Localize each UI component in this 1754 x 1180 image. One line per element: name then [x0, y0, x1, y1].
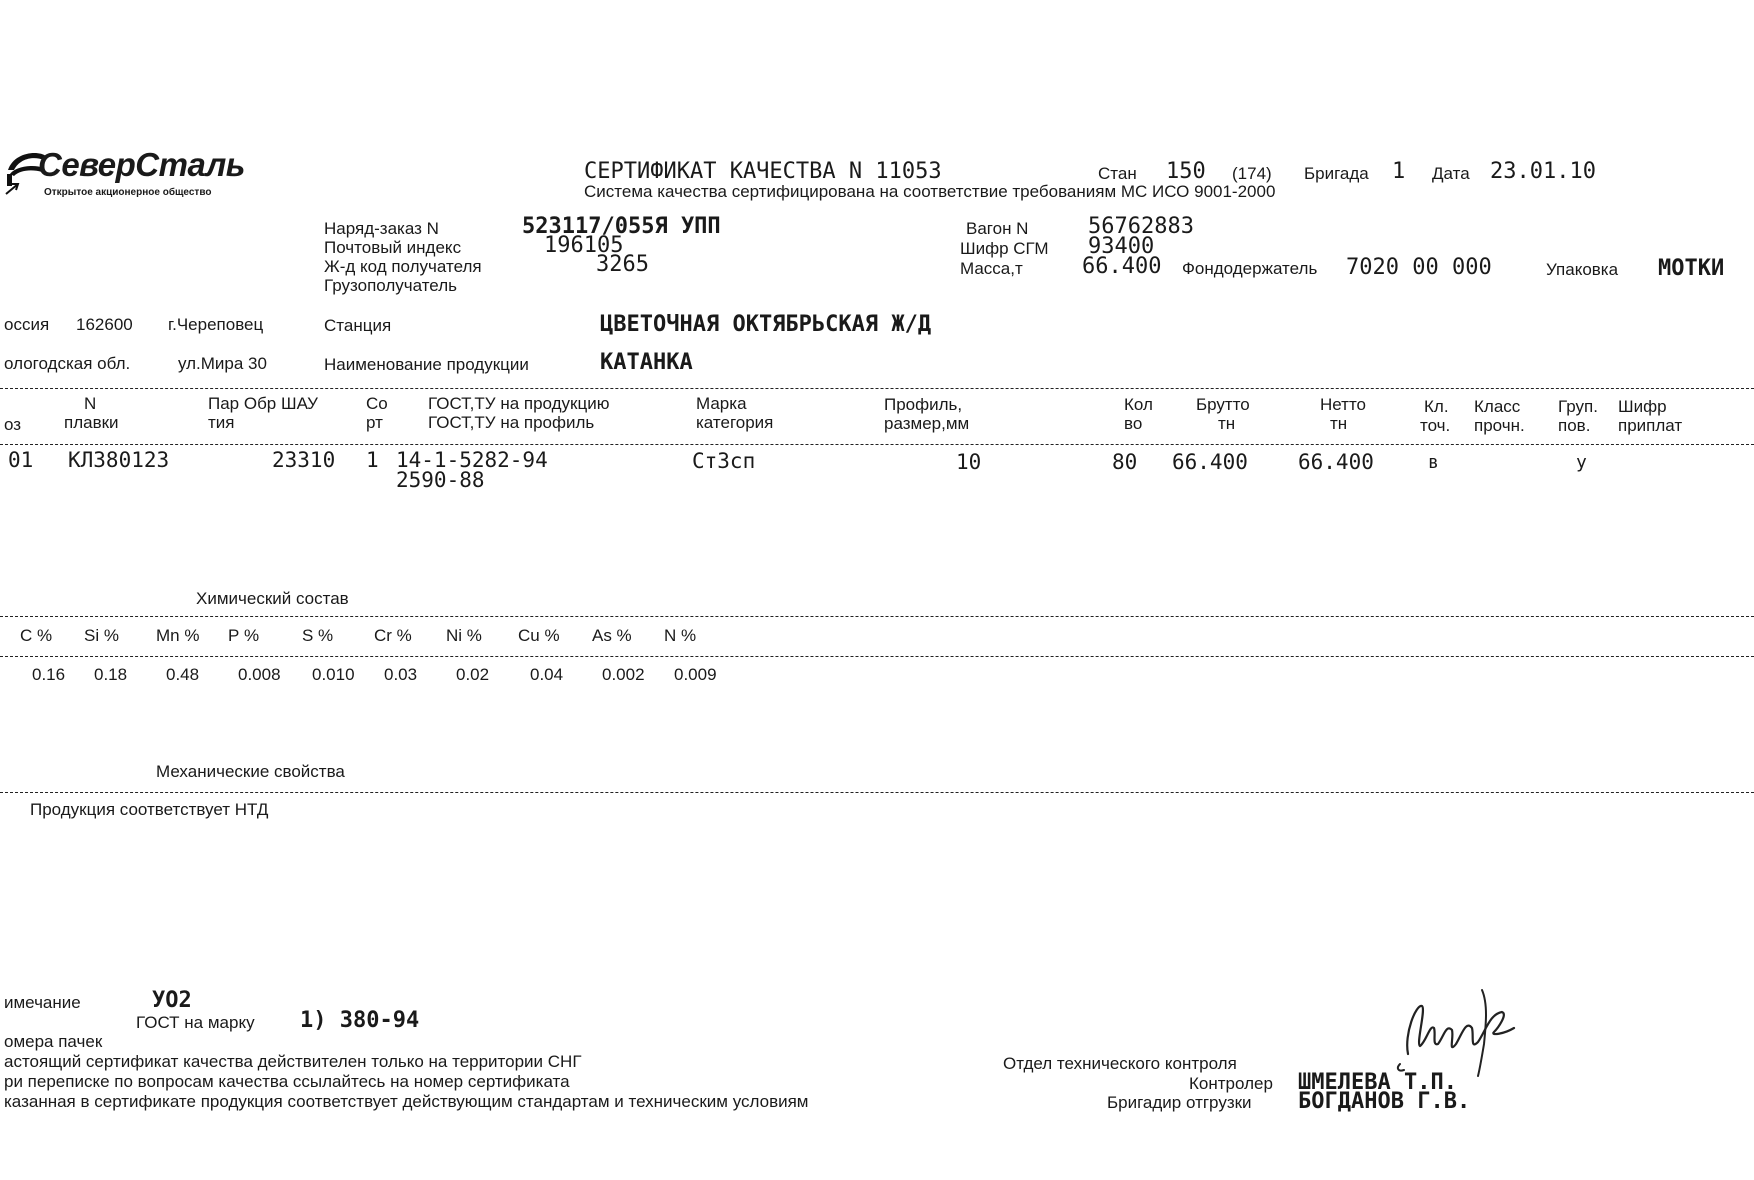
- mechanics-rule: [0, 792, 1754, 793]
- col-mark-bottom: категория: [696, 413, 774, 432]
- row-qty: 80: [1112, 450, 1138, 474]
- chem-header: Cr %: [374, 626, 412, 645]
- col-mark-top: Марка: [696, 394, 747, 413]
- footer-line-1: астоящий сертификат качества действителен только на территории СНГ: [4, 1052, 582, 1071]
- index-label: Почтовый индекс: [324, 238, 462, 257]
- gost-mark-value: 1) 380-94: [300, 1008, 420, 1033]
- pack-value: МОТКИ: [1658, 256, 1725, 281]
- consignee-label: Грузополучатель: [324, 276, 457, 295]
- chem-header: S %: [302, 626, 334, 645]
- certificate-subtitle: Система качества сертифицирована на соответствие требованиям МС ИСО 9001-2000: [584, 182, 1276, 201]
- signature: [1386, 984, 1546, 1084]
- chem-value: 0.04: [530, 665, 564, 684]
- wagon-label: Вагон N: [966, 219, 1029, 238]
- address-city: г.Череповец: [168, 315, 264, 334]
- controller-name: ШМЕЛЕВА Т.П.: [1298, 1070, 1457, 1095]
- mass-value: 66.400: [1082, 254, 1162, 279]
- row-kl: в: [1428, 452, 1439, 473]
- stan-label: Стан: [1098, 164, 1137, 183]
- col-sort-top: Со: [366, 394, 388, 413]
- col-brutto-top: Брутто: [1196, 395, 1250, 414]
- date-label: Дата: [1432, 164, 1470, 183]
- table-top-rule: [0, 388, 1754, 389]
- chem-value: 0.010: [312, 665, 355, 684]
- station-value: ЦВЕТОЧНАЯ ОКТЯБРЬСКАЯ Ж/Д: [600, 312, 932, 337]
- chem-header: Ni %: [446, 626, 482, 645]
- chemistry-title: Химический состав: [196, 589, 349, 608]
- row-pos: 01: [8, 448, 34, 472]
- note-label: имечание: [4, 993, 81, 1012]
- chem-header: Mn %: [156, 626, 200, 645]
- chem-header: As %: [592, 626, 632, 645]
- row-sort: 1: [366, 448, 379, 472]
- index-value: 196105: [544, 233, 624, 258]
- row-profile: 10: [956, 450, 982, 474]
- col-kl-top: Кл.: [1424, 397, 1449, 416]
- mass-label: Масса,т: [960, 259, 1023, 278]
- col-profile-bottom: размер,мм: [884, 414, 970, 433]
- col-class-bottom: прочн.: [1474, 416, 1525, 435]
- col-kl-bottom: точ.: [1420, 416, 1451, 435]
- col-grp-top: Груп.: [1558, 397, 1598, 416]
- naryad-value: 523117/055Я УПП: [522, 214, 721, 239]
- station-label: Станция: [324, 316, 392, 335]
- col-pos: оз: [4, 415, 22, 434]
- col-qty-bottom: во: [1124, 414, 1143, 433]
- footer-line-2: ри переписке по вопросам качества ссылайтесь на номер сертификата: [4, 1072, 570, 1091]
- note-value: УО2: [152, 988, 192, 1013]
- pack-label: Упаковка: [1546, 260, 1619, 279]
- col-gost-top: ГОСТ,ТУ на продукцию: [428, 394, 610, 413]
- foreman-name: БОГДАНОВ Г.В.: [1298, 1089, 1471, 1114]
- col-class-top: Класс: [1474, 397, 1521, 416]
- col-cipher-top: Шифр: [1618, 397, 1667, 416]
- foreman-label: Бригадир отгрузки: [1107, 1093, 1252, 1112]
- rail-code-label: Ж-д код получателя: [324, 257, 482, 276]
- fund-value: 7020 00 000: [1346, 255, 1492, 280]
- product-value: КАТАНКА: [600, 350, 693, 375]
- col-cipher-bottom: приплат: [1618, 416, 1683, 435]
- col-gost-bottom: ГОСТ,ТУ на профиль: [428, 413, 595, 432]
- footer-line-3: казанная в сертификате продукция соответствует действующим стандартам и техническим условиям: [4, 1092, 809, 1111]
- chem-value: 0.009: [674, 665, 717, 684]
- col-n-top: N: [84, 394, 97, 413]
- col-sort-bottom: рт: [366, 413, 383, 432]
- col-qty-top: Кол: [1124, 395, 1153, 414]
- naryad-label: Наряд-заказ N: [324, 219, 439, 238]
- chem-header: N %: [664, 626, 697, 645]
- chem-value: 0.002: [602, 665, 645, 684]
- address-country: оссия: [4, 315, 50, 334]
- address-zip: 162600: [76, 315, 133, 334]
- chem-header: С %: [20, 626, 53, 645]
- address-street: ул.Мира 30: [178, 354, 267, 373]
- stan-value: 150: [1166, 159, 1206, 184]
- col-profile-top: Профиль,: [884, 395, 963, 414]
- chem-header: Р %: [228, 626, 260, 645]
- chem-value: 0.16: [32, 665, 66, 684]
- col-party-bottom: тия: [208, 413, 235, 432]
- col-brutto-bottom: тн: [1218, 414, 1236, 433]
- date-value: 23.01.10: [1490, 159, 1596, 184]
- chem-value: 0.03: [384, 665, 418, 684]
- logo-wordmark: СеверСталь: [38, 146, 245, 183]
- row-mark: Ст3сп: [692, 449, 756, 473]
- mechanics-statement: Продукция соответствует НТД: [30, 800, 269, 819]
- chem-value: 0.18: [94, 665, 128, 684]
- address-region: ологодская обл.: [4, 354, 131, 373]
- brigada-value: 1: [1392, 159, 1406, 184]
- controller-label: Контролер: [1189, 1074, 1273, 1093]
- product-label: Наименование продукции: [324, 355, 529, 374]
- sgm-value: 93400: [1088, 234, 1155, 259]
- col-grp-bottom: пов.: [1558, 416, 1591, 435]
- table-header-rule: [0, 444, 1754, 445]
- col-netto-bottom: тн: [1330, 414, 1348, 433]
- certificate-title: СЕРТИФИКАТ КАЧЕСТВА N 11053: [584, 159, 942, 184]
- row-gost-profile: 2590-88: [396, 468, 485, 492]
- company-logo: [4, 144, 274, 206]
- packs-label: омера пачек: [4, 1032, 103, 1051]
- logo-subtitle: Открытое акционерное общество: [44, 187, 212, 198]
- chem-value: 0.02: [456, 665, 490, 684]
- col-netto-top: Нетто: [1320, 395, 1367, 414]
- mechanics-title: Механические свойства: [156, 762, 345, 781]
- chem-value: 0.008: [238, 665, 281, 684]
- row-netto: 66.400: [1298, 450, 1374, 474]
- stan-extra: (174): [1232, 164, 1272, 183]
- col-party-top: Пар Обр ШАУ: [208, 394, 318, 413]
- rail-code-value: 3265: [596, 252, 649, 277]
- row-heat: КЛ380123: [68, 448, 170, 472]
- row-gost-product: 14-1-5282-94: [396, 448, 548, 472]
- row-grp: у: [1576, 452, 1587, 473]
- col-n-bottom: плавки: [64, 413, 119, 432]
- row-brutto: 66.400: [1172, 450, 1248, 474]
- sgm-label: Шифр СГМ: [960, 239, 1049, 258]
- wagon-value: 56762883: [1088, 214, 1194, 239]
- chem-value: 0.48: [166, 665, 200, 684]
- fund-label: Фондодержатель: [1182, 259, 1318, 278]
- chemistry-header-rule: [0, 656, 1754, 657]
- chemistry-top-rule: [0, 616, 1754, 617]
- brigada-label: Бригада: [1304, 164, 1369, 183]
- otk-label: Отдел технического контроля: [1003, 1054, 1237, 1073]
- gost-mark-label: ГОСТ на марку: [136, 1013, 255, 1032]
- row-party: 23310: [272, 448, 336, 472]
- chem-header: Cu %: [518, 626, 560, 645]
- chem-header: Si %: [84, 626, 119, 645]
